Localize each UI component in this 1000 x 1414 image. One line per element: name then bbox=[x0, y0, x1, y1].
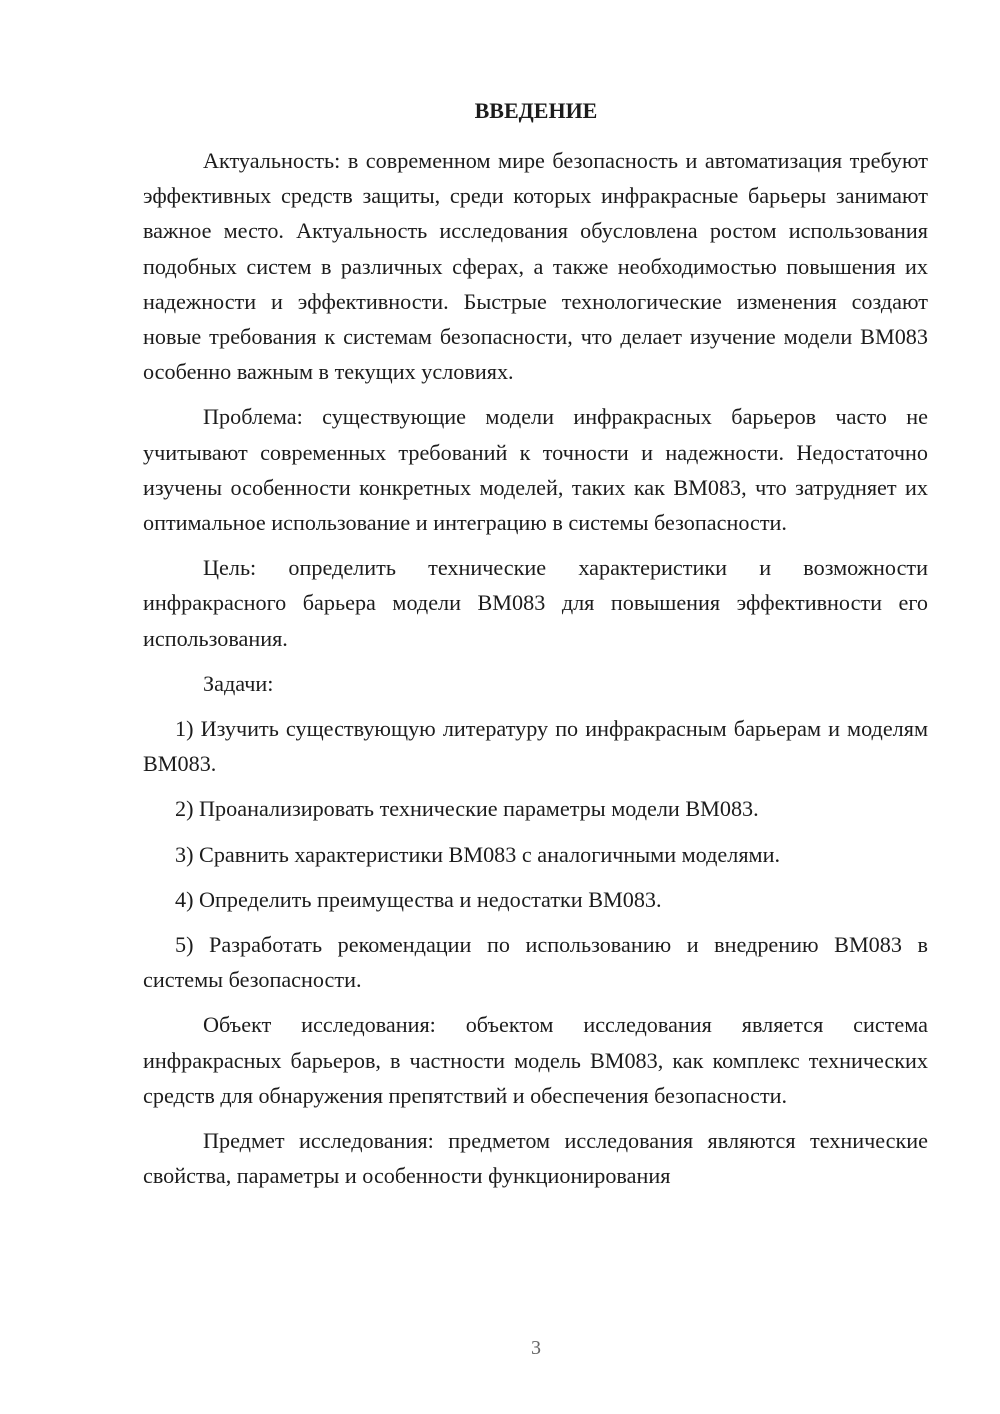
page-number: 3 bbox=[531, 1337, 541, 1359]
paragraph-goal: Цель: определить технические характеристики и возможности инфракрасного барьера модели BM083 для повышения эффективности его использования. bbox=[143, 555, 928, 651]
paragraph-subject: Предмет исследования: предметом исследования являются технические свойства, параметры и особенности функционирования bbox=[143, 1128, 928, 1189]
task-item-4: 4) Определить преимущества и недостатки BM083. bbox=[175, 886, 662, 912]
task-item-1: 1) Изучить существующую литературу по инфракрасным барьерам и моделям BM083. bbox=[143, 716, 928, 777]
tasks-heading: Задачи: bbox=[203, 670, 274, 696]
paragraph-actuality: Актуальность: в современном мире безопасность и автоматизация требуют эффективных средств защиты, среди которых инфракрасные барьеры занимают важное место. Актуальность исследования обусловлена ростом использования подобных систем в различных сферах, а также необходимостью повышения их надежности и эффективности. Быстрые технологические изменения создают новые требования к системам безопасности, что делает изучение модели BM083 особенно важным в текущих условиях. bbox=[143, 148, 928, 385]
task-item-3: 3) Сравнить характеристики BM083 с аналогичными моделями. bbox=[175, 841, 780, 867]
document-body bbox=[143, 143, 928, 1203]
paragraph-problem: Проблема: существующие модели инфракрасных барьеров часто не учитывают современных требований к точности и надежности. Недостаточно изучены особенности конкретных моделей, таких как BM083, что затрудняет их оптимальное использование и интеграцию в системы безопасности. bbox=[143, 404, 928, 536]
paragraph-object: Объект исследования: объектом исследования является система инфракрасных барьеров, в частности модель BM083, как комплекс технических средств для обнаружения препятствий и обеспечения безопасности. bbox=[143, 1012, 928, 1108]
task-item-2: 2) Проанализировать технические параметры модели BM083. bbox=[175, 796, 759, 822]
page-title: ВВЕДЕНИЕ bbox=[474, 98, 598, 123]
task-item-5: 5) Разработать рекомендации по использованию и внедрению BM083 в системы безопасности. bbox=[143, 932, 928, 993]
